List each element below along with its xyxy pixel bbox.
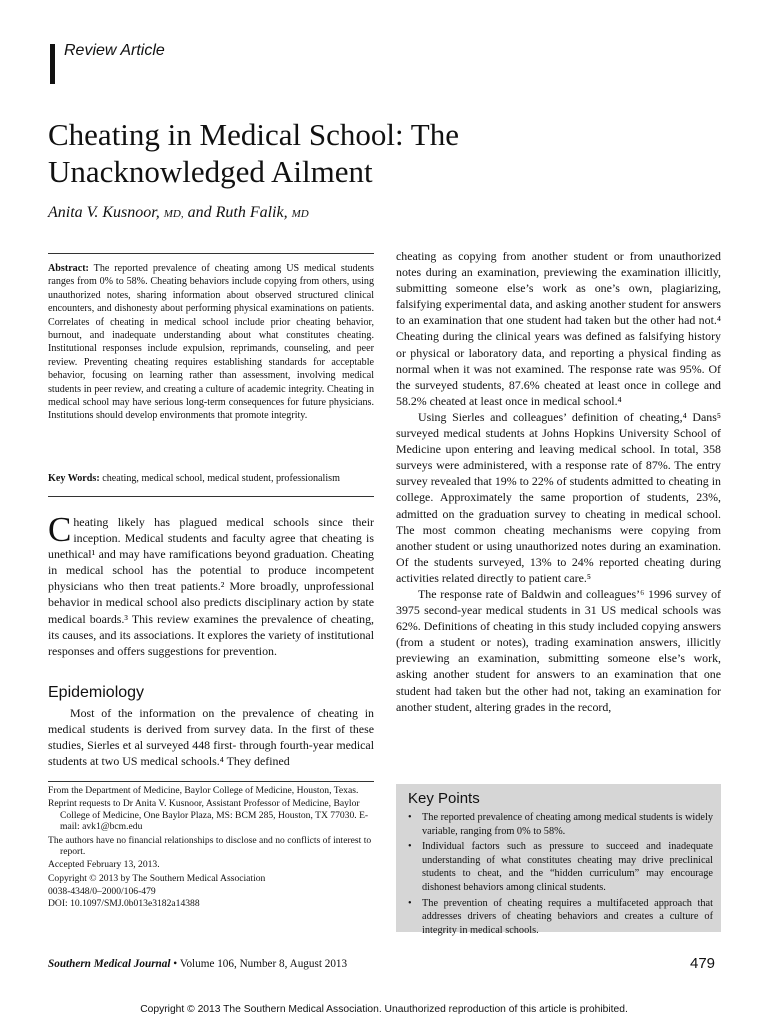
bullet-icon: • xyxy=(408,897,412,909)
journal-volume: Volume 106, Number 8, August 2013 xyxy=(179,958,348,970)
section-label: Review Article xyxy=(64,42,165,59)
author-1: Anita V. Kusnoor, xyxy=(48,204,160,221)
affiliation-note: From the Department of Medicine, Baylor College of Medicine, Houston, Texas. xyxy=(48,785,359,796)
key-points-box xyxy=(396,784,721,936)
footnote-rule xyxy=(48,781,374,782)
right-paragraph-2: Using Sierles and colleagues’ definition of cheating,⁴ Dans⁵ surveyed medical students at Johns Hopkins University School of Medicine upon entering and leaving medical school. In total, 358 surveys were administered, with a response rate of 87%. The entry survey revealed that 19% to 22% of students admitted to cheating in college. Approximately the same proportion of students, 23%, admitted on the graduation survey to cheating in medical school. The most common cheating mechanisms were copying from another student or using unauthorized notes during an examination. Of the students surveyed, 13% to 24% reported cheating during activities related directly to patient care.⁵ xyxy=(396,409,721,585)
abstract-label: Abstract: xyxy=(48,263,89,274)
doi-note: DOI: 10.1097/SMJ.0b013e3182a14388 xyxy=(48,897,200,909)
abstract-top-rule xyxy=(48,253,374,254)
author-2-degree: MD xyxy=(291,208,309,220)
author-line xyxy=(48,204,309,222)
bullet-icon: • xyxy=(408,841,412,853)
copyright-notice: Copyright © 2013 The Southern Medical Association. Unauthorized reproduction of this article is prohibited. xyxy=(140,1004,628,1015)
keywords-text: cheating, medical school, medical student, professionalism xyxy=(102,473,340,484)
epidemiology-paragraph: Most of the information on the prevalence of cheating in medical students is derived from survey data. In the first of these studies, Sierles et al surveyed 448 first- through fourth-year medical students at two US medical schools.⁴ They defined xyxy=(48,706,374,769)
article-notes xyxy=(48,785,374,909)
key-point-item: • The reported prevalence of cheating among medical students is widely variable, ranging from 0% to 58%. xyxy=(408,812,713,837)
keywords-label: Key Words: xyxy=(48,473,100,484)
keywords xyxy=(48,472,378,485)
section-marker-bar xyxy=(50,44,55,84)
section-heading-epidemiology: Epidemiology xyxy=(48,684,145,701)
article-title: Cheating in Medical School: The Unacknowledged Ailment xyxy=(48,117,459,189)
copyright-note: Copyright © 2013 by The Southern Medical Association xyxy=(48,872,266,884)
disclosure-note: The authors have no financial relationships to disclose and no conflicts of interest to report. xyxy=(48,834,372,858)
key-points-list xyxy=(408,811,713,939)
journal-name: Southern Medical Journal xyxy=(48,958,171,970)
intro-text: heating likely has plagued medical schools since their inception. Medical students and faculty agree that cheating is unethical¹ and may have ramifications beyond graduation. Cheating in medical school has the potential to produce incompetent physicians who then treat patients.² More broadly, unprofessional behavior in medical school also predicts disciplinary action by state medical boards.³ This review examines the prevalence of cheating, its causes, and its associations. It explores the variety of institutional responses and offers suggestions for prevention. xyxy=(48,515,374,658)
issn-note: 0038-4348/0–2000/106-479 xyxy=(48,886,156,898)
page-number: 479 xyxy=(690,955,716,972)
key-point-item: • The prevention of cheating requires a multifaceted approach that addresses drivers of cheating behaviors and creates a culture of integrity in medical schools. xyxy=(408,897,713,936)
right-paragraph-3: The response rate of Baldwin and colleagues’⁶ 1996 survey of 3975 second-year medical students in 31 US medical schools was 62%. Definitions of cheating in this study included copying answers (from a student or notes), trading examination answers, illicitly previewing an examination, submitting someone else’s work, asking another student for answers to an examination that one student had taken but the other had not, taking an examination for another student, altering grades in the record, xyxy=(396,586,721,714)
author-2: and Ruth Falik, xyxy=(187,204,288,221)
abstract-text: The reported prevalence of cheating among US medical students ranges from 0% to 58%. Cheating behaviors include copying from others, using unauthorized notes, sharing information about observed structured clinical encounters, and dishonesty about performing physical examinations on patients. Correlates of cheating in medical school include prior cheating behavior, burnout, and inadequate understanding about what constitutes cheating. Institutional responses include expulsion, reprimands, counseling, and peer review. Preventing cheating requires establishing standards for acceptable behavior, focusing on learning rather than assessment, involving medical students in peer review, and creating a culture of academic integrity. Cheating in medical school may have serious long-term consequences for future physicians. Institutions should develop environments that promote integrity. xyxy=(48,263,374,422)
key-points-title: Key Points xyxy=(408,790,480,807)
abstract xyxy=(48,262,374,423)
author-1-degree: MD, xyxy=(163,208,184,220)
key-point-item: • Individual factors such as pressure to succeed and inadequate understanding of what constitutes cheating may drive preclinical students to cheat, and the “hidden curriculum” may encourage dishonest behaviors among clinical students. xyxy=(408,841,713,893)
right-column xyxy=(396,248,721,715)
abstract-bottom-rule xyxy=(48,496,374,497)
footer-separator: • xyxy=(173,958,178,970)
drop-cap: C xyxy=(48,510,72,549)
accepted-date: Accepted February 13, 2013. xyxy=(48,859,160,871)
journal-footer xyxy=(48,958,347,970)
bullet-icon: • xyxy=(408,812,412,823)
intro-paragraph xyxy=(48,510,374,659)
reprint-note: Reprint requests to Dr Anita V. Kusnoor, Assistant Professor of Medicine, Baylor College of Medicine, One Baylor Plaza, MS: BCM 285, Houston, TX 77030. E-mail: avk1@bcm.edu xyxy=(48,798,369,833)
right-paragraph-1: cheating as copying from another student or from unauthorized notes during an examination, previewing the examination illicitly, submitting someone else’s work as one’s own, plagiarizing, falsifying experimental data, and asking another student for answers to an examination that one student had taken but the other had not.⁴ Cheating during the clinical years was defined as falsifying history or physical or laboratory data, and reporting a physical finding as normal when it was not examined. The response rate was 95%. Of the surveyed students, 87.6% cheated at least once in college and 58.2% cheated at least once in medical school.⁴ xyxy=(396,249,721,408)
